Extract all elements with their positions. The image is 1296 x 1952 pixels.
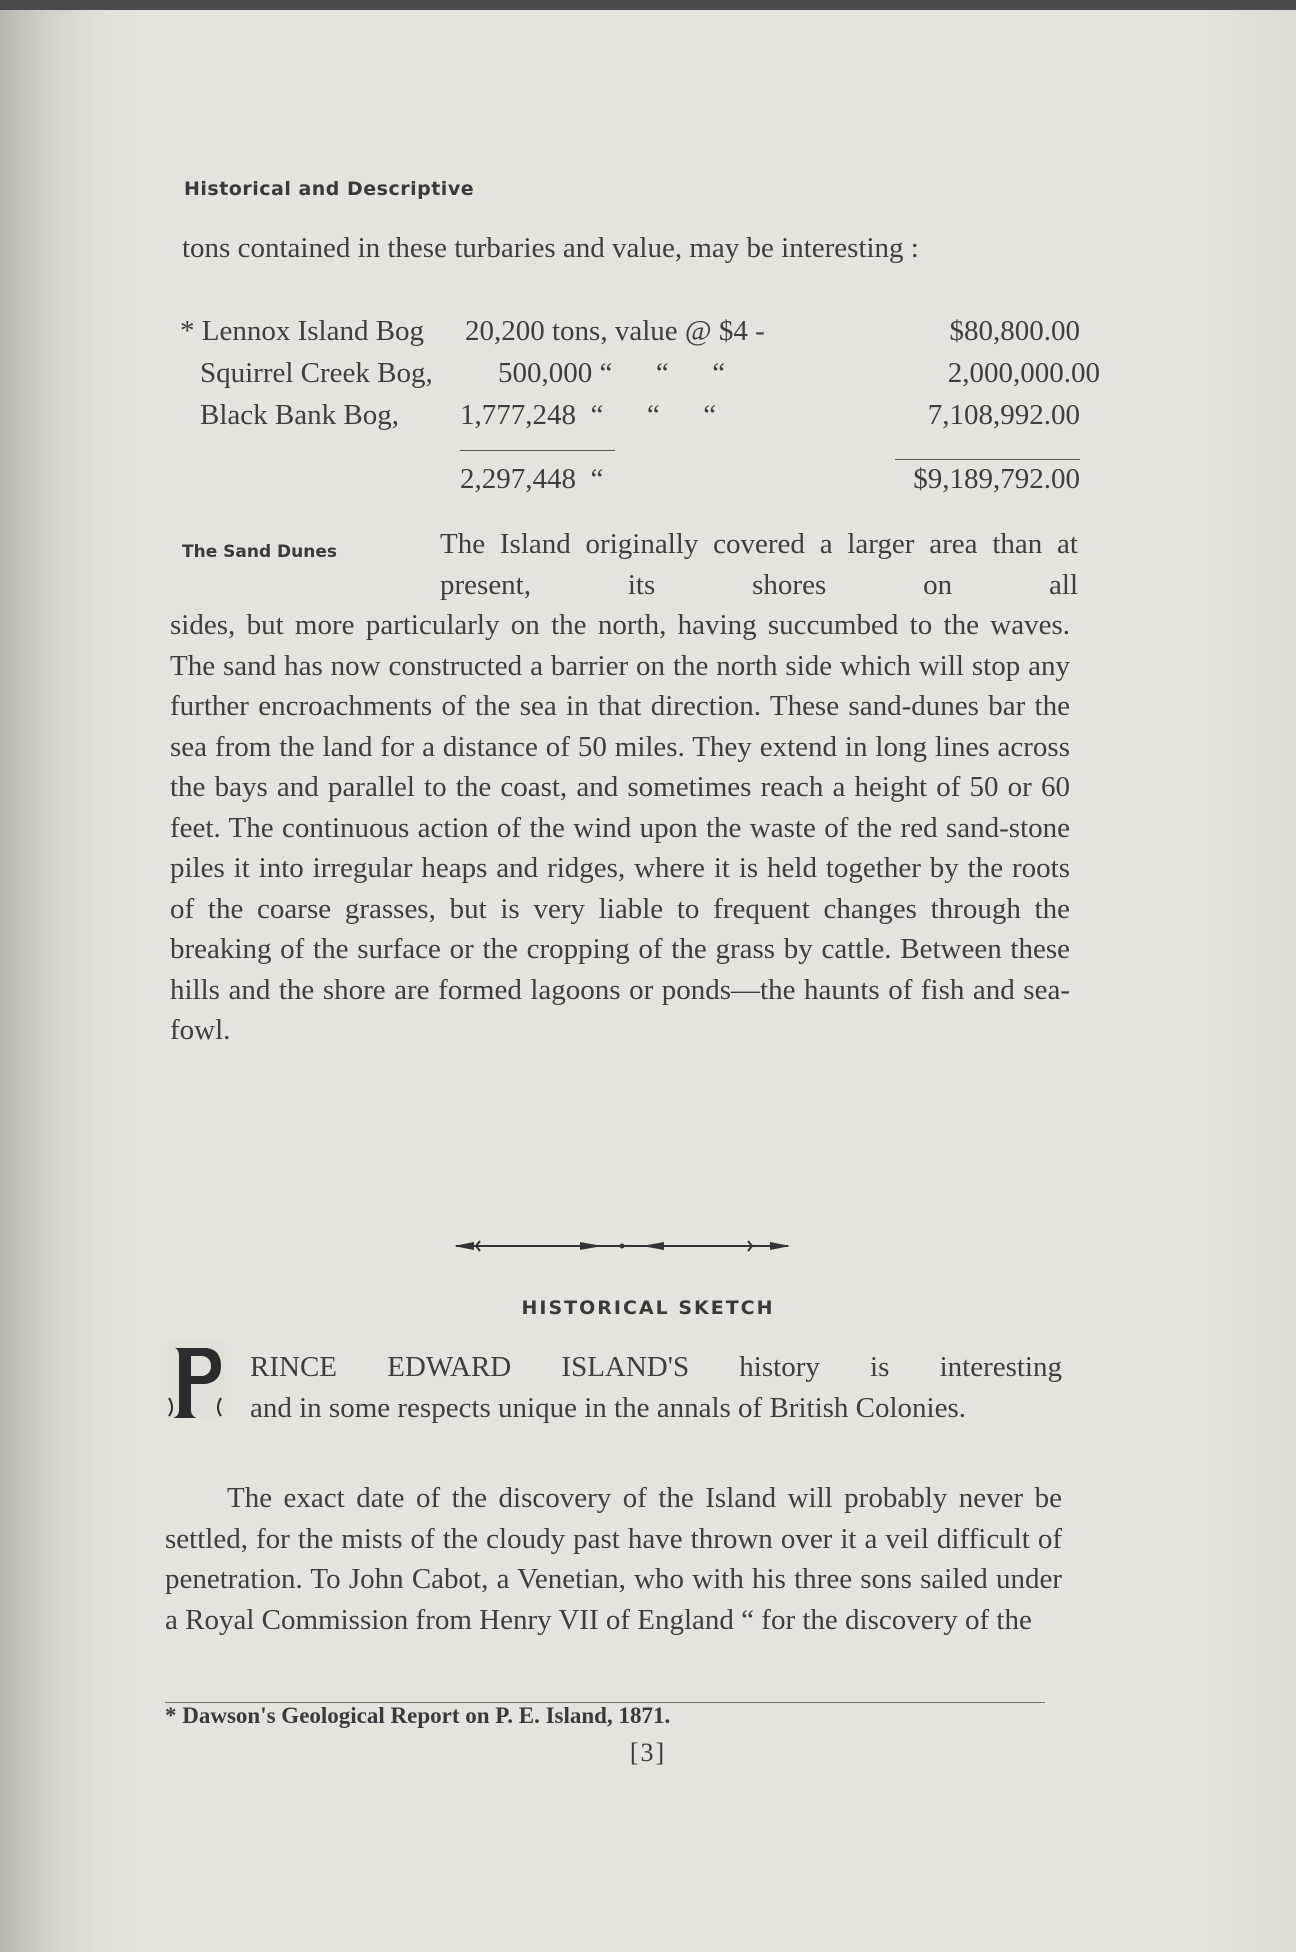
bog-name: Squirrel Creek Bog,: [200, 357, 433, 389]
history-paragraph-2: The exact date of the discovery of the Island will probably never be settled, for the mists of the cloudy past have thrown over it a veil difficult of penetration. To John Cabot, a Venetian, who with his three sons sailed under a Royal Commission from Henry VII of England “ for the discovery of the: [165, 1482, 1062, 1636]
bog-tons: 500,000 “ “ “: [498, 357, 726, 389]
bog-table: [180, 315, 1100, 505]
sand-dunes-paragraph: sides, but more particularly on the north, having succumbed to the waves. The sand has now constructed a barrier on the north side which will stop any further encroachments of the sea in that direction. These sand-dunes bar the sea from the land for a distance of 50 miles. They extend in long lines across the bays and parallel to the coast, and sometimes reach a height of 50 or 60 feet. The continuous action of the wind upon the waste of the red sand-stone piles it into irregular heaps and ridges, where it is held together by the roots of the coarse grasses, but is very liable to frequent changes through the breaking of the surface or the cropping of the grass by cattle. Between these hills and the shore are formed lagoons or ponds—the haunts of fish and sea-fowl.: [170, 609, 1070, 1046]
bog-total-row: [180, 463, 1080, 501]
margin-note-sand-dunes: The Sand Dunes: [182, 542, 338, 562]
intro-paragraph: tons contained in these turbaries and value, may be interesting :: [182, 232, 919, 264]
ornament-divider: [452, 1238, 792, 1254]
bog-name: Black Bank Bog,: [200, 399, 399, 431]
book-page: [0, 10, 1296, 1952]
bog-value: 2,000,000.00: [947, 357, 1100, 389]
value-sum-rule: [895, 459, 1080, 460]
page-number: [3]: [629, 1738, 667, 1767]
bog-total-value: $9,189,792.00: [913, 463, 1080, 495]
history-first-line-text: RINCE EDWARD ISLAND'S history is interesting: [250, 1351, 1062, 1383]
tons-sum-rule: [460, 450, 615, 451]
section-title: HISTORICAL SKETCH: [521, 1297, 775, 1319]
bog-row: [180, 315, 1080, 353]
running-header: Historical and Descriptive: [184, 178, 475, 200]
sand-dunes-opening: The Island originally covered a larger area than at present, its shores on all: [440, 528, 1078, 601]
bog-tons: 20,200 tons, value @ $4 -: [465, 315, 765, 347]
bog-row: [180, 357, 1100, 395]
footnote: * Dawson's Geological Report on P. E. Island, 1871.: [165, 1703, 671, 1728]
bog-tons: 1,777,248 “ “ “: [460, 399, 717, 431]
bog-value: $80,800.00: [949, 315, 1080, 347]
bog-total-tons: 2,297,448 “: [460, 463, 604, 495]
bog-name: * Lennox Island Bog: [180, 315, 425, 347]
history-first-line: [250, 1348, 1062, 1388]
dropcap-p: [165, 1338, 227, 1422]
history-first-continuation: and in some respects unique in the annals of British Colonies.: [250, 1392, 967, 1424]
bog-value: 7,108,992.00: [927, 399, 1080, 431]
bog-row: [180, 399, 1080, 437]
